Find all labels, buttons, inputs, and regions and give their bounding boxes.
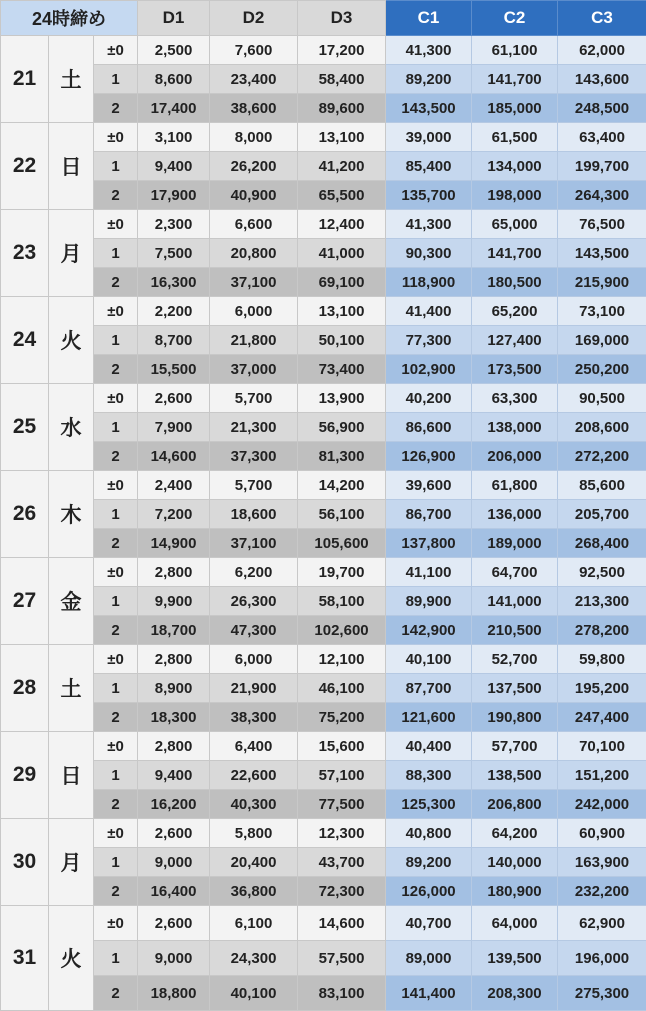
value-cell-c2: 185,000 (472, 94, 558, 123)
value-cell-c2: 64,000 (472, 906, 558, 941)
value-cell-c3: 268,400 (558, 529, 646, 558)
value-cell-d3: 56,900 (298, 413, 386, 442)
weekday-cell: 月 (49, 819, 94, 906)
value-cell-c3: 215,900 (558, 268, 646, 297)
value-cell-d1: 2,600 (138, 819, 210, 848)
value-cell-d1: 16,400 (138, 877, 210, 906)
value-cell-d2: 8,000 (210, 123, 298, 152)
value-cell-c2: 136,000 (472, 500, 558, 529)
value-cell-c1: 90,300 (386, 239, 472, 268)
table-row (1, 413, 646, 442)
value-cell-c3: 59,800 (558, 645, 646, 674)
value-cell-d2: 23,400 (210, 65, 298, 94)
value-cell-d2: 37,100 (210, 268, 298, 297)
value-cell-d1: 7,500 (138, 239, 210, 268)
value-cell-c1: 40,700 (386, 906, 472, 941)
table-row (1, 732, 646, 761)
value-cell-d3: 12,300 (298, 819, 386, 848)
value-cell-c3: 208,600 (558, 413, 646, 442)
value-cell-c3: 151,200 (558, 761, 646, 790)
value-cell-c1: 89,900 (386, 587, 472, 616)
value-cell-d1: 17,400 (138, 94, 210, 123)
value-cell-c1: 102,900 (386, 355, 472, 384)
value-cell-d1: 9,000 (138, 848, 210, 877)
level-cell: 2 (94, 976, 138, 1011)
value-cell-c3: 242,000 (558, 790, 646, 819)
column-header-d1: D1 (138, 1, 210, 36)
value-cell-d1: 17,900 (138, 181, 210, 210)
value-cell-d1: 3,100 (138, 123, 210, 152)
value-cell-c1: 125,300 (386, 790, 472, 819)
value-cell-d1: 9,400 (138, 761, 210, 790)
value-cell-d3: 41,200 (298, 152, 386, 181)
table-row (1, 906, 646, 941)
value-cell-c1: 41,100 (386, 558, 472, 587)
level-cell: ±0 (94, 36, 138, 65)
value-cell-d2: 38,300 (210, 703, 298, 732)
weekday-cell: 火 (49, 906, 94, 1011)
weekday-cell: 火 (49, 297, 94, 384)
value-cell-c2: 65,200 (472, 297, 558, 326)
value-cell-d2: 40,900 (210, 181, 298, 210)
value-cell-c1: 40,100 (386, 645, 472, 674)
table-row (1, 297, 646, 326)
value-cell-c3: 250,200 (558, 355, 646, 384)
value-cell-d2: 38,600 (210, 94, 298, 123)
value-cell-c2: 141,700 (472, 65, 558, 94)
value-cell-c2: 138,000 (472, 413, 558, 442)
value-cell-d1: 14,600 (138, 442, 210, 471)
level-cell: ±0 (94, 297, 138, 326)
value-cell-c2: 61,800 (472, 471, 558, 500)
value-cell-c2: 141,700 (472, 239, 558, 268)
level-cell: 1 (94, 587, 138, 616)
value-cell-d2: 20,400 (210, 848, 298, 877)
level-cell: 2 (94, 529, 138, 558)
table-row (1, 471, 646, 500)
value-cell-d3: 17,200 (298, 36, 386, 65)
value-cell-c3: 85,600 (558, 471, 646, 500)
header-row (1, 1, 646, 36)
table-row (1, 645, 646, 674)
weekday-cell: 日 (49, 123, 94, 210)
column-header-c2: C2 (472, 1, 558, 36)
table-row (1, 36, 646, 65)
table-row (1, 152, 646, 181)
table-row (1, 384, 646, 413)
value-cell-c2: 52,700 (472, 645, 558, 674)
table-row (1, 94, 646, 123)
value-cell-c2: 64,700 (472, 558, 558, 587)
table-row (1, 355, 646, 384)
value-cell-d2: 36,800 (210, 877, 298, 906)
value-cell-d2: 6,000 (210, 297, 298, 326)
value-cell-c3: 169,000 (558, 326, 646, 355)
date-cell: 30 (1, 819, 49, 906)
table-row (1, 848, 646, 877)
level-cell: 1 (94, 326, 138, 355)
level-cell: 1 (94, 65, 138, 94)
value-cell-d3: 50,100 (298, 326, 386, 355)
value-cell-d1: 2,300 (138, 210, 210, 239)
value-cell-d3: 73,400 (298, 355, 386, 384)
value-cell-d3: 58,400 (298, 65, 386, 94)
date-cell: 26 (1, 471, 49, 558)
value-cell-d2: 26,300 (210, 587, 298, 616)
value-cell-c3: 264,300 (558, 181, 646, 210)
level-cell: ±0 (94, 123, 138, 152)
weekday-cell: 日 (49, 732, 94, 819)
value-cell-d3: 46,100 (298, 674, 386, 703)
value-cell-c3: 272,200 (558, 442, 646, 471)
value-cell-c1: 41,300 (386, 210, 472, 239)
value-cell-c2: 210,500 (472, 616, 558, 645)
value-cell-c1: 88,300 (386, 761, 472, 790)
value-cell-c2: 180,500 (472, 268, 558, 297)
value-cell-d1: 14,900 (138, 529, 210, 558)
value-cell-d1: 16,200 (138, 790, 210, 819)
value-cell-d2: 24,300 (210, 941, 298, 976)
value-cell-d1: 8,600 (138, 65, 210, 94)
table-body (1, 36, 646, 1011)
value-cell-d1: 15,500 (138, 355, 210, 384)
value-cell-d3: 43,700 (298, 848, 386, 877)
value-cell-d1: 16,300 (138, 268, 210, 297)
table-row (1, 587, 646, 616)
value-cell-d1: 8,900 (138, 674, 210, 703)
level-cell: ±0 (94, 906, 138, 941)
value-cell-d3: 57,500 (298, 941, 386, 976)
value-cell-c3: 63,400 (558, 123, 646, 152)
level-cell: ±0 (94, 558, 138, 587)
value-cell-c1: 137,800 (386, 529, 472, 558)
value-cell-d1: 9,400 (138, 152, 210, 181)
value-cell-d3: 77,500 (298, 790, 386, 819)
value-cell-d3: 57,100 (298, 761, 386, 790)
value-cell-c1: 121,600 (386, 703, 472, 732)
value-cell-c2: 189,000 (472, 529, 558, 558)
level-cell: 2 (94, 877, 138, 906)
value-cell-c2: 137,500 (472, 674, 558, 703)
value-cell-d3: 13,100 (298, 123, 386, 152)
table-row (1, 976, 646, 1011)
value-cell-d3: 13,900 (298, 384, 386, 413)
value-cell-d2: 37,300 (210, 442, 298, 471)
value-cell-c2: 208,300 (472, 976, 558, 1011)
weekday-cell: 土 (49, 36, 94, 123)
value-cell-d3: 12,100 (298, 645, 386, 674)
value-cell-d3: 56,100 (298, 500, 386, 529)
value-cell-d3: 83,100 (298, 976, 386, 1011)
value-cell-c1: 141,400 (386, 976, 472, 1011)
value-cell-d2: 21,900 (210, 674, 298, 703)
level-cell: ±0 (94, 210, 138, 239)
value-cell-d2: 20,800 (210, 239, 298, 268)
level-cell: 2 (94, 703, 138, 732)
table-row (1, 616, 646, 645)
value-cell-c2: 61,100 (472, 36, 558, 65)
value-cell-c2: 141,000 (472, 587, 558, 616)
value-cell-d3: 75,200 (298, 703, 386, 732)
date-cell: 25 (1, 384, 49, 471)
value-cell-c2: 180,900 (472, 877, 558, 906)
value-cell-c1: 85,400 (386, 152, 472, 181)
value-cell-c3: 205,700 (558, 500, 646, 529)
value-cell-c3: 199,700 (558, 152, 646, 181)
value-cell-c1: 135,700 (386, 181, 472, 210)
value-cell-d1: 2,200 (138, 297, 210, 326)
value-cell-d2: 21,800 (210, 326, 298, 355)
value-cell-d3: 65,500 (298, 181, 386, 210)
value-cell-d2: 47,300 (210, 616, 298, 645)
level-cell: 2 (94, 268, 138, 297)
value-cell-d1: 2,800 (138, 645, 210, 674)
value-cell-c1: 86,700 (386, 500, 472, 529)
value-cell-d1: 7,200 (138, 500, 210, 529)
value-cell-d3: 89,600 (298, 94, 386, 123)
value-cell-c2: 138,500 (472, 761, 558, 790)
column-header-c3: C3 (558, 1, 646, 36)
value-cell-d2: 6,600 (210, 210, 298, 239)
value-cell-c1: 143,500 (386, 94, 472, 123)
value-cell-c1: 40,800 (386, 819, 472, 848)
value-cell-c1: 39,600 (386, 471, 472, 500)
value-cell-d1: 2,400 (138, 471, 210, 500)
value-cell-c3: 275,300 (558, 976, 646, 1011)
value-cell-d1: 2,500 (138, 36, 210, 65)
date-cell: 27 (1, 558, 49, 645)
table-row (1, 674, 646, 703)
value-cell-c2: 63,300 (472, 384, 558, 413)
value-cell-c2: 198,000 (472, 181, 558, 210)
value-cell-d3: 72,300 (298, 877, 386, 906)
value-cell-d2: 5,800 (210, 819, 298, 848)
value-cell-d1: 9,900 (138, 587, 210, 616)
value-cell-c3: 143,500 (558, 239, 646, 268)
value-cell-d3: 15,600 (298, 732, 386, 761)
date-cell: 31 (1, 906, 49, 1011)
value-cell-d3: 69,100 (298, 268, 386, 297)
value-cell-d3: 19,700 (298, 558, 386, 587)
value-cell-d1: 18,300 (138, 703, 210, 732)
value-cell-d2: 6,400 (210, 732, 298, 761)
value-cell-c3: 196,000 (558, 941, 646, 976)
value-cell-d1: 2,800 (138, 732, 210, 761)
value-cell-c1: 87,700 (386, 674, 472, 703)
value-cell-c2: 65,000 (472, 210, 558, 239)
value-cell-c3: 163,900 (558, 848, 646, 877)
table-row (1, 877, 646, 906)
table-row (1, 500, 646, 529)
value-cell-d1: 9,000 (138, 941, 210, 976)
value-cell-d3: 14,600 (298, 906, 386, 941)
value-cell-d3: 41,000 (298, 239, 386, 268)
table-row (1, 790, 646, 819)
value-cell-c1: 89,200 (386, 848, 472, 877)
value-cell-c2: 206,800 (472, 790, 558, 819)
value-cell-c1: 89,200 (386, 65, 472, 94)
level-cell: 2 (94, 181, 138, 210)
value-cell-c1: 77,300 (386, 326, 472, 355)
value-cell-c1: 41,300 (386, 36, 472, 65)
table-title: 24時締め (1, 1, 138, 36)
table-row (1, 210, 646, 239)
table-row (1, 239, 646, 268)
value-cell-c2: 206,000 (472, 442, 558, 471)
level-cell: 1 (94, 761, 138, 790)
column-header-d2: D2 (210, 1, 298, 36)
level-cell: 1 (94, 674, 138, 703)
level-cell: ±0 (94, 645, 138, 674)
weekday-cell: 木 (49, 471, 94, 558)
value-cell-c2: 64,200 (472, 819, 558, 848)
value-cell-c2: 140,000 (472, 848, 558, 877)
value-cell-c2: 173,500 (472, 355, 558, 384)
value-cell-d2: 40,300 (210, 790, 298, 819)
value-cell-c3: 213,300 (558, 587, 646, 616)
value-cell-c3: 62,000 (558, 36, 646, 65)
weekday-cell: 金 (49, 558, 94, 645)
value-cell-c1: 40,400 (386, 732, 472, 761)
value-cell-c3: 195,200 (558, 674, 646, 703)
value-cell-d2: 6,100 (210, 906, 298, 941)
table-row (1, 703, 646, 732)
level-cell: ±0 (94, 819, 138, 848)
value-cell-d3: 14,200 (298, 471, 386, 500)
level-cell: 2 (94, 94, 138, 123)
value-cell-d2: 21,300 (210, 413, 298, 442)
table-row (1, 529, 646, 558)
value-cell-c3: 60,900 (558, 819, 646, 848)
value-cell-c3: 248,500 (558, 94, 646, 123)
table-row (1, 268, 646, 297)
table-row (1, 819, 646, 848)
value-cell-c2: 190,800 (472, 703, 558, 732)
level-cell: 2 (94, 442, 138, 471)
table-row (1, 761, 646, 790)
value-cell-c3: 92,500 (558, 558, 646, 587)
value-cell-d1: 2,600 (138, 384, 210, 413)
value-cell-c1: 41,400 (386, 297, 472, 326)
value-cell-c2: 127,400 (472, 326, 558, 355)
level-cell: 2 (94, 790, 138, 819)
weekday-cell: 水 (49, 384, 94, 471)
value-cell-d3: 81,300 (298, 442, 386, 471)
value-cell-c1: 142,900 (386, 616, 472, 645)
date-cell: 22 (1, 123, 49, 210)
value-cell-d1: 18,800 (138, 976, 210, 1011)
value-cell-c1: 126,000 (386, 877, 472, 906)
value-cell-d3: 102,600 (298, 616, 386, 645)
value-cell-c3: 90,500 (558, 384, 646, 413)
value-cell-c1: 126,900 (386, 442, 472, 471)
table-row (1, 442, 646, 471)
value-cell-c2: 57,700 (472, 732, 558, 761)
value-cell-d3: 105,600 (298, 529, 386, 558)
value-cell-c2: 134,000 (472, 152, 558, 181)
date-cell: 23 (1, 210, 49, 297)
value-cell-d1: 2,600 (138, 906, 210, 941)
weekday-cell: 月 (49, 210, 94, 297)
value-cell-d3: 58,100 (298, 587, 386, 616)
level-cell: ±0 (94, 732, 138, 761)
value-cell-c3: 73,100 (558, 297, 646, 326)
table-row (1, 558, 646, 587)
value-cell-c1: 118,900 (386, 268, 472, 297)
column-header-d3: D3 (298, 1, 386, 36)
value-cell-d2: 6,200 (210, 558, 298, 587)
value-cell-c1: 89,000 (386, 941, 472, 976)
level-cell: 1 (94, 941, 138, 976)
value-cell-c3: 247,400 (558, 703, 646, 732)
level-cell: 1 (94, 239, 138, 268)
value-cell-d1: 8,700 (138, 326, 210, 355)
value-cell-c3: 62,900 (558, 906, 646, 941)
value-cell-d3: 13,100 (298, 297, 386, 326)
weekday-cell: 土 (49, 645, 94, 732)
value-cell-d1: 7,900 (138, 413, 210, 442)
value-cell-d2: 22,600 (210, 761, 298, 790)
value-cell-d2: 5,700 (210, 384, 298, 413)
value-cell-d2: 37,100 (210, 529, 298, 558)
value-cell-d2: 7,600 (210, 36, 298, 65)
value-cell-d2: 18,600 (210, 500, 298, 529)
level-cell: 1 (94, 848, 138, 877)
date-cell: 24 (1, 297, 49, 384)
value-cell-c3: 76,500 (558, 210, 646, 239)
value-cell-d1: 2,800 (138, 558, 210, 587)
level-cell: 2 (94, 355, 138, 384)
level-cell: 1 (94, 500, 138, 529)
date-cell: 29 (1, 732, 49, 819)
level-cell: 1 (94, 152, 138, 181)
value-cell-d2: 26,200 (210, 152, 298, 181)
date-cell: 28 (1, 645, 49, 732)
value-cell-c1: 40,200 (386, 384, 472, 413)
value-cell-c3: 278,200 (558, 616, 646, 645)
value-cell-c1: 86,600 (386, 413, 472, 442)
value-cell-c3: 232,200 (558, 877, 646, 906)
value-cell-c2: 61,500 (472, 123, 558, 152)
table-row (1, 65, 646, 94)
value-cell-c3: 70,100 (558, 732, 646, 761)
table-row (1, 181, 646, 210)
value-cell-c2: 139,500 (472, 941, 558, 976)
value-cell-d2: 5,700 (210, 471, 298, 500)
level-cell: 1 (94, 413, 138, 442)
value-cell-c3: 143,600 (558, 65, 646, 94)
level-cell: ±0 (94, 384, 138, 413)
level-cell: ±0 (94, 471, 138, 500)
table-row (1, 123, 646, 152)
value-cell-d3: 12,400 (298, 210, 386, 239)
value-cell-c1: 39,000 (386, 123, 472, 152)
table-row (1, 941, 646, 976)
level-cell: 2 (94, 616, 138, 645)
value-cell-d1: 18,700 (138, 616, 210, 645)
value-cell-d2: 37,000 (210, 355, 298, 384)
table-row (1, 326, 646, 355)
value-cell-d2: 6,000 (210, 645, 298, 674)
column-header-c1: C1 (386, 1, 472, 36)
date-cell: 21 (1, 36, 49, 123)
value-cell-d2: 40,100 (210, 976, 298, 1011)
